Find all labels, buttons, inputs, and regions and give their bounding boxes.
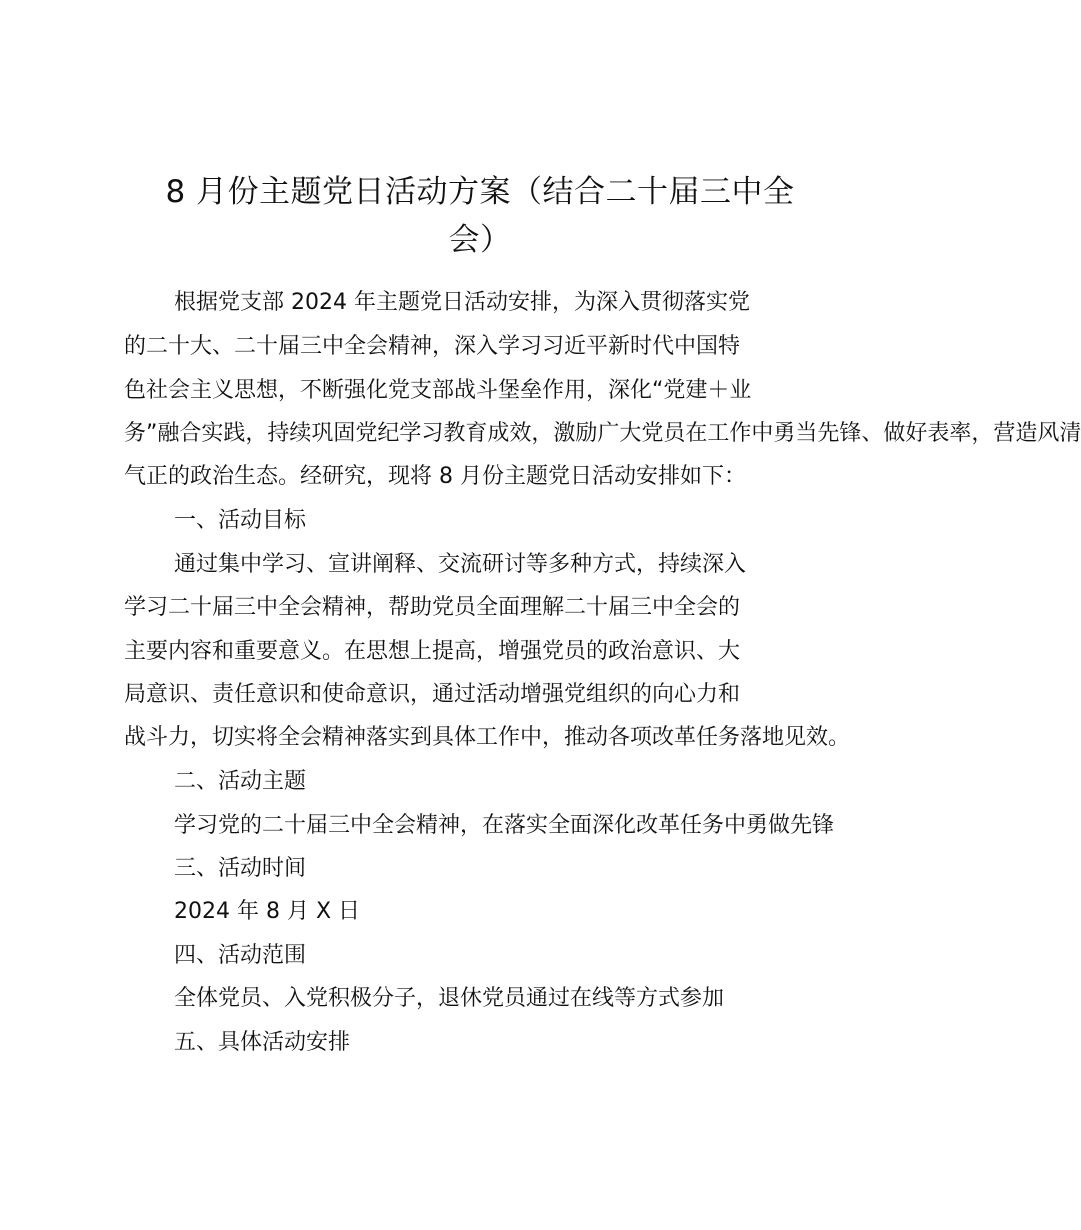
intro-line: 根据党支部 2024 年主题党日活动安排，为深入贯彻落实党: [174, 290, 750, 315]
section-heading-time: 三、活动时间: [174, 856, 307, 881]
theme-text: 学习党的二十届三中全会精神，在落实全面深化改革任务中勇做先锋: [174, 813, 835, 838]
goal-line: 学习二十届三中全会精神，帮助党员全面理解二十届三中全会的: [124, 595, 741, 620]
document-title-line-2: 会）: [448, 222, 512, 258]
section-heading-theme: 二、活动主题: [174, 769, 307, 794]
section-heading-arrangement: 五、具体活动安排: [174, 1030, 351, 1055]
intro-line: 的二十大、二十届三中全会精神，深入学习习近平新时代中国特: [124, 334, 741, 359]
intro-line: 务”融合实践，持续巩固党纪学习教育成效，激励广大党员在工作中勇当先锋、做好表率，营造风清: [124, 421, 1081, 446]
goal-line: 通过集中学习、宣讲阐释、交流研讨等多种方式，持续深入: [174, 552, 747, 577]
section-heading-scope: 四、活动范围: [174, 943, 307, 968]
scope-text: 全体党员、入党积极分子，退休党员通过在线等方式参加: [174, 986, 725, 1011]
time-text: 2024 年 8 月 X 日: [174, 899, 361, 924]
goal-line: 战斗力，切实将全会精神落实到具体工作中，推动各项改革任务落地见效。: [124, 725, 851, 750]
goal-line: 局意识、责任意识和使命意识，通过活动增强党组织的向心力和: [124, 682, 741, 707]
goal-line: 主要内容和重要意义。在思想上提高，增强党员的政治意识、大: [124, 639, 741, 664]
document-title-line-1: 8 月份主题党日活动方案（结合二十届三中全: [165, 174, 795, 210]
intro-line: 气正的政治生态。经研究，现将 8 月份主题党日活动安排如下：: [124, 464, 746, 489]
section-heading-goal: 一、活动目标: [174, 508, 307, 533]
intro-line: 色社会主义思想，不断强化党支部战斗堡垒作用，深化“党建＋业: [124, 378, 752, 403]
